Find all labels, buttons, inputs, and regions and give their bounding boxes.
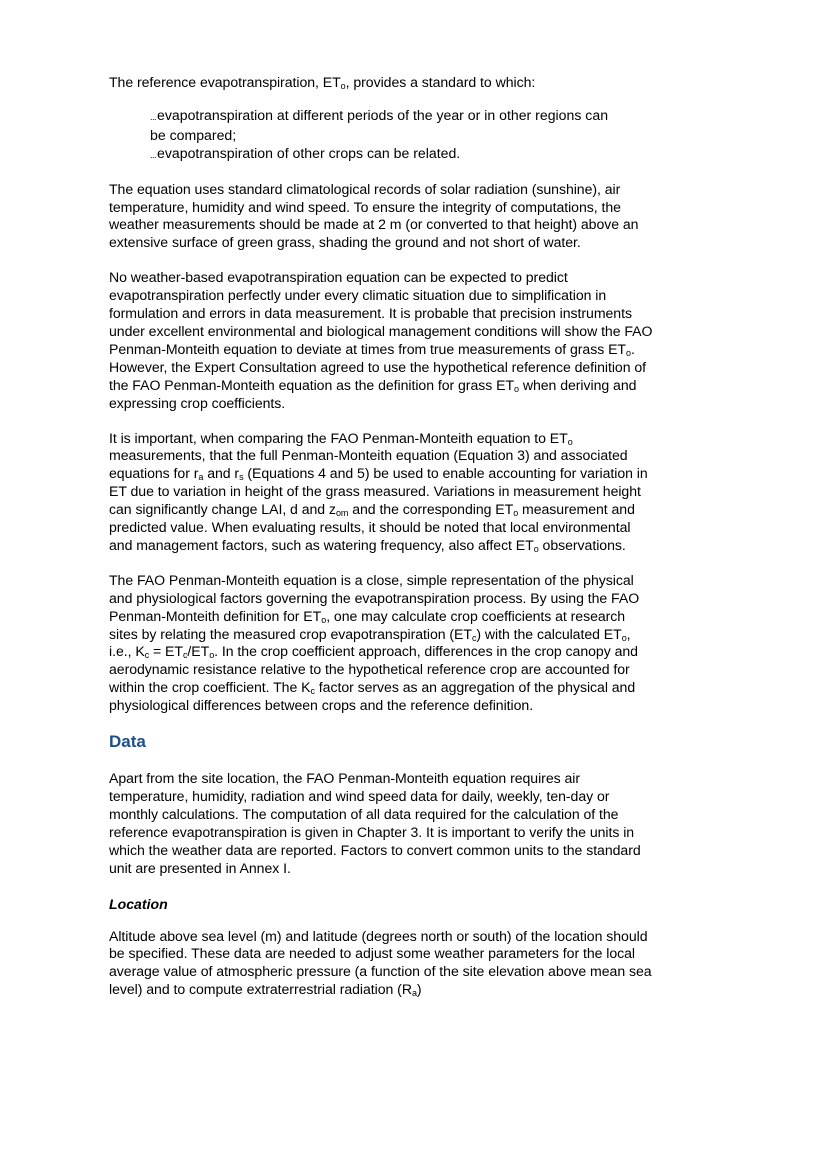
text: factor serves as an aggregation of the physical and physiological differences between crops and the reference definition. xyxy=(109,679,636,714)
text: (Equations 4 and 5) be used to enable accounting for variation in ET due to variation in height of the grass measured. Variations in measurement height can significantly change LAI, d and z xyxy=(109,465,648,518)
subscript: a xyxy=(411,988,417,999)
subscript: s xyxy=(239,472,244,483)
list-item xyxy=(150,145,620,165)
subscript: om xyxy=(335,508,349,519)
subscript: a xyxy=(198,472,204,483)
text: The reference evapotranspiration, ET xyxy=(109,74,341,90)
subscript: o xyxy=(625,347,631,358)
no-weather-paragraph xyxy=(109,269,654,412)
subscript: o xyxy=(514,383,519,394)
ellipsis-bullet-icon: ... xyxy=(150,149,157,160)
text: measurement and predicted value. When evaluating results, it should be noted that local environmental and management factors, such as watering frequency, also affect ET xyxy=(109,501,635,553)
subscript: o xyxy=(567,436,573,447)
document-page xyxy=(109,74,654,1016)
subscript: o xyxy=(340,81,346,91)
text: and r xyxy=(203,465,240,482)
subscript: o xyxy=(621,632,627,643)
section-heading-data: Data xyxy=(109,732,146,752)
subscript: c xyxy=(144,650,150,661)
subsection-heading-location: Location xyxy=(109,895,168,912)
equation-paragraph: The equation uses standard climatological records of solar radiation (sunshine), air temperature, humidity and wind speed. To ensure the integrity of computations, the weather measurements should be made at 2 m (or converted to that height) above an extensive surface of green grass, shading the ground and not short of water. xyxy=(109,180,639,251)
ellipsis-bullet-icon: ... xyxy=(150,111,157,122)
text: observations. xyxy=(538,536,626,553)
text: , i.e., K xyxy=(109,625,631,660)
list-item-text: evapotranspiration of other crops can be related. xyxy=(157,144,461,161)
bullet-list xyxy=(150,107,620,165)
text: ) xyxy=(416,981,422,998)
intro-paragraph xyxy=(109,74,654,92)
subscript: c xyxy=(471,632,477,643)
text: No weather-based evapotranspiration equation can be expected to predict evapotranspiration perfectly under every climatic situation due to simplification in formulation and errors in data measurement. It is probable that precision instruments under excellent environmental and biological management conditions will show the FAO Penman-Monteith equation to deviate at times from true measurements of grass ET xyxy=(109,269,653,357)
text: , provides a standard to which: xyxy=(345,74,536,90)
subscript: o xyxy=(321,614,327,625)
location-paragraph xyxy=(109,928,654,1000)
list-item-text: evapotranspiration at different periods of the year or in other regions can be compared; xyxy=(150,106,609,143)
text: , one may calculate crop coefficients at research sites by relating the measured crop evapotranspiration (ET xyxy=(109,607,626,642)
subscript: o xyxy=(209,650,215,661)
subscript: o xyxy=(533,543,539,554)
important-paragraph xyxy=(109,430,654,555)
subscript: c xyxy=(182,650,188,661)
subscript: c xyxy=(310,686,315,697)
text: and the corresponding ET xyxy=(348,501,514,518)
text: when deriving and expressing crop coefficients. xyxy=(109,376,637,411)
data-paragraph: Apart from the site location, the FAO Penman-Monteith equation requires air temperature, humidity, radiation and wind speed data for daily, weekly, ten-day or monthly calculations. The computation of all data required for the calculation of the reference evapotranspiration is given in Chapter 3. It is important to verify the units in which the weather data are reported. Factors to convert common units to the standard unit are presented in Annex I. xyxy=(109,770,641,876)
text: . In the crop coefficient approach, differences in the crop canopy and aerodynamic resistance relative to the hypothetical reference crop are accounted for within the crop coefficient. The K xyxy=(109,643,638,696)
text: It is important, when comparing the FAO Penman-Monteith equation to ET xyxy=(109,429,568,446)
text: . However, the Expert Consultation agreed to use the hypothetical reference definition of the FAO Penman-Monteith equation as the definition for grass ET xyxy=(109,340,647,393)
fao-paragraph xyxy=(109,572,654,715)
text: Altitude above sea level (m) and latitude (degrees north or south) of the location should be specified. These data are needed to adjust some weather parameters for the local average value of atmospheric pressure (a function of the site elevation above mean sea level) and to compute extraterrestrial radiation (R xyxy=(109,927,652,998)
text: /ET xyxy=(187,643,210,660)
text: measurements, that the full Penman-Monteith equation (Equation 3) and associated equations for r xyxy=(109,447,628,482)
list-item xyxy=(150,107,620,145)
subscript: o xyxy=(513,508,519,519)
text: The FAO Penman-Monteith equation is a close, simple representation of the physical and physiological factors governing the evapotranspiration process. By using the FAO Penman-Monteith definition for ET xyxy=(109,571,640,624)
text: ) with the calculated ET xyxy=(476,625,622,642)
text: = ET xyxy=(149,643,183,660)
